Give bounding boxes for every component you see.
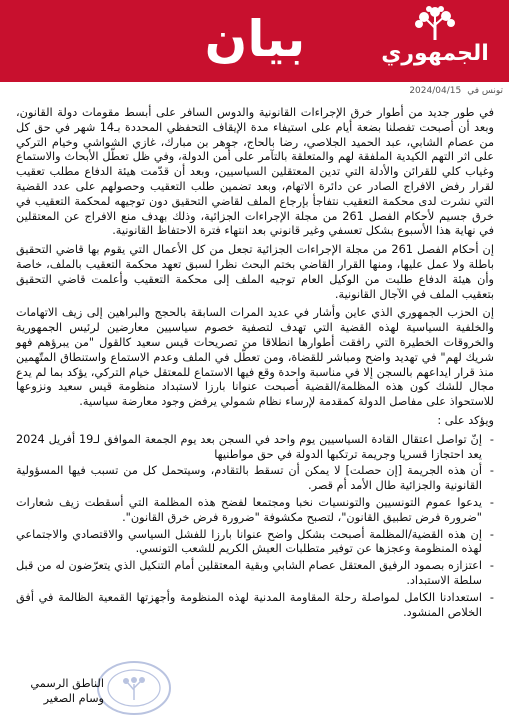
party-logo [375,6,495,76]
statement-body [16,106,494,622]
paragraph: إن الحزب الجمهوري الذي عاين وأشار في عديد المرات السابقة بالحجج والبراهين إلى زيف الاتهامات والخلفية السياسية لهذه القضية التي تهدف لتصفية خصوم سياسيين معارضين لرئيس الجمهورية والخروقات الخطيرة التي رافقت أطوارها انطلاقا من تصريحات قيس سعيد كالقول "من يبرؤهم فهو شريك لهم" في تهديد واضح ومباشر للقضاة، ومن تعطّل في الملف وعدم الاستماع واستنطاق المتّهمين منذ قرار ايداعهم بالسجن إلا في مناسبة واحدة وقع فيها الاستماع للمعتقل خيام التركي، يؤكد بما لم يدع مجال للشك كون هذه المظلمة/القضية أصبحت عنوانا بارزا لاستبداد منظومة قيس سعيد ونزوعها للاستحواذ على مفاصل الدولة كمقدمة لإرساء نظام شمولي يرفض وجود معارضة سياسية. [16,306,494,409]
party-stamp [96,660,172,716]
points-intro: ويؤكد على : [437,413,494,427]
date-place: تونس في [467,86,503,96]
signature-role: الناطق الرسمي [30,677,104,690]
logo-text: الجمهوري [381,41,489,66]
list-item: - إن هذه القضية/المظلمة أصبحت بشكل واضح عنوانا بارزا للفشل السياسي والاقتصادي والاجتماعي لهذه المنظومة وعجزها عن توفير متطلبات العيش الكريم للشعب التونسي. [16,528,494,558]
header-banner [0,0,509,82]
signature-name: وسام الصغير [43,692,104,705]
list-item: - يدعوا عموم التونسيين والتونسيات نخبا ومجتمعا لفضح هذه المظلمة التي أسقطت زيف شعارات "ضرورة فرض تطبيق القانون"، لتصبح مكشوفة "ضرورة فرض خرق القانون". [16,496,494,526]
list-item: - اعتزازه بصمود الرفيق المعتقل عصام الشابي وبقية المعتقلين أمام التنكيل الذي يتعرّضون له من قبل سلطة الاستبداد. [16,559,494,589]
date-value: 2024/04/15 [409,86,462,96]
paragraph: إن أحكام الفصل 261 من مجلة الإجراءات الجزائية تجعل من كل الأعمال التي يقوم بها قاضي التحقيق باطلة ولا عمل عليها، ومنها القرار القاضي بختم البحث نظرا لسبق تعهد محكمة التعقيب بالملف، خاصة وأن هيئة الدفاع طلبت من الوكيل العام توجيه الملف إلى محكمة التعقيب وأعلمت قاضي التحقيق بتعقيب الملف في الآجال القانونية. [16,243,494,301]
list-item: - استعدادنا الكامل لمواصلة رحلة المقاومة المدنية لهذه المنظومة وأجهزتها القمعية الظالمة في أفق الخلاص المنشود. [16,591,494,621]
tree-icon [411,6,459,40]
points-list [16,433,494,621]
paragraph: في طور جديد من أطوار خرق الإجراءات القانونية والدوس السافر على أبسط مقومات دولة القانون، وبعد أن أصبحت تفصلنا بضعة أيام على استيفاء مدة الإيقاف التحفظي المحددة بـ14 شهر في حق كل من عصام الشابي، عبد الحميد الجلاصي، رضا بالحاج، جوهر بن مبارك، غازي الشواشي وخيام التركي على اثر التهم الكيدية الملفقة لهم والمتعلقة بالتآمر على أمن الدولة، وفي ظل تعطّل الأبحاث والاستماع وغياب كلي للقرائن والأدلة التي تدين المعتقلين السياسيين، وبعد أن قدّمت هيئة الدفاع مطلب تعقيب لقرار رفض الافراج الصادر عن دائرة الاتهام، وبعد تضمين طلب التعقيب وحصولهم على عدد القضية التي نشرت لدى محكمة التعقيب نتفاجأ بإرجاع الملف لقاضي التحقيق دون توجيهه لمحكمة التعقيب في خرق جسيم لأحكام الفصل 261 من مجلة الإجراءات الجزائية، وذلك بهدف منع الافراج عن المعتقلين في نهاية هذا الأسبوع بشكل تعسفي وغير قانوني بعد انتهاء فترة الاحتفاظ القانونية. [16,106,494,238]
dateline [303,86,503,96]
list-item: - أن هذه الجريمة [إن حصلت] لا يمكن أن تسقط بالتقادم، وسيتحمل كل من تسبب فيها المسؤولية القانونية والجزائية طال الأمد أم قصر. [16,464,494,494]
signature-block [14,676,104,706]
list-item: - إنّ تواصل اعتقال القادة السياسيين يوم واحد في السجن بعد يوم الجمعة الموافق لـ19 أفريل 2024 يعد احتجازا قسريا وجريمة ترتكبها الدولة في حق مواطنيها [16,433,494,463]
page-title: بيان [204,10,306,68]
